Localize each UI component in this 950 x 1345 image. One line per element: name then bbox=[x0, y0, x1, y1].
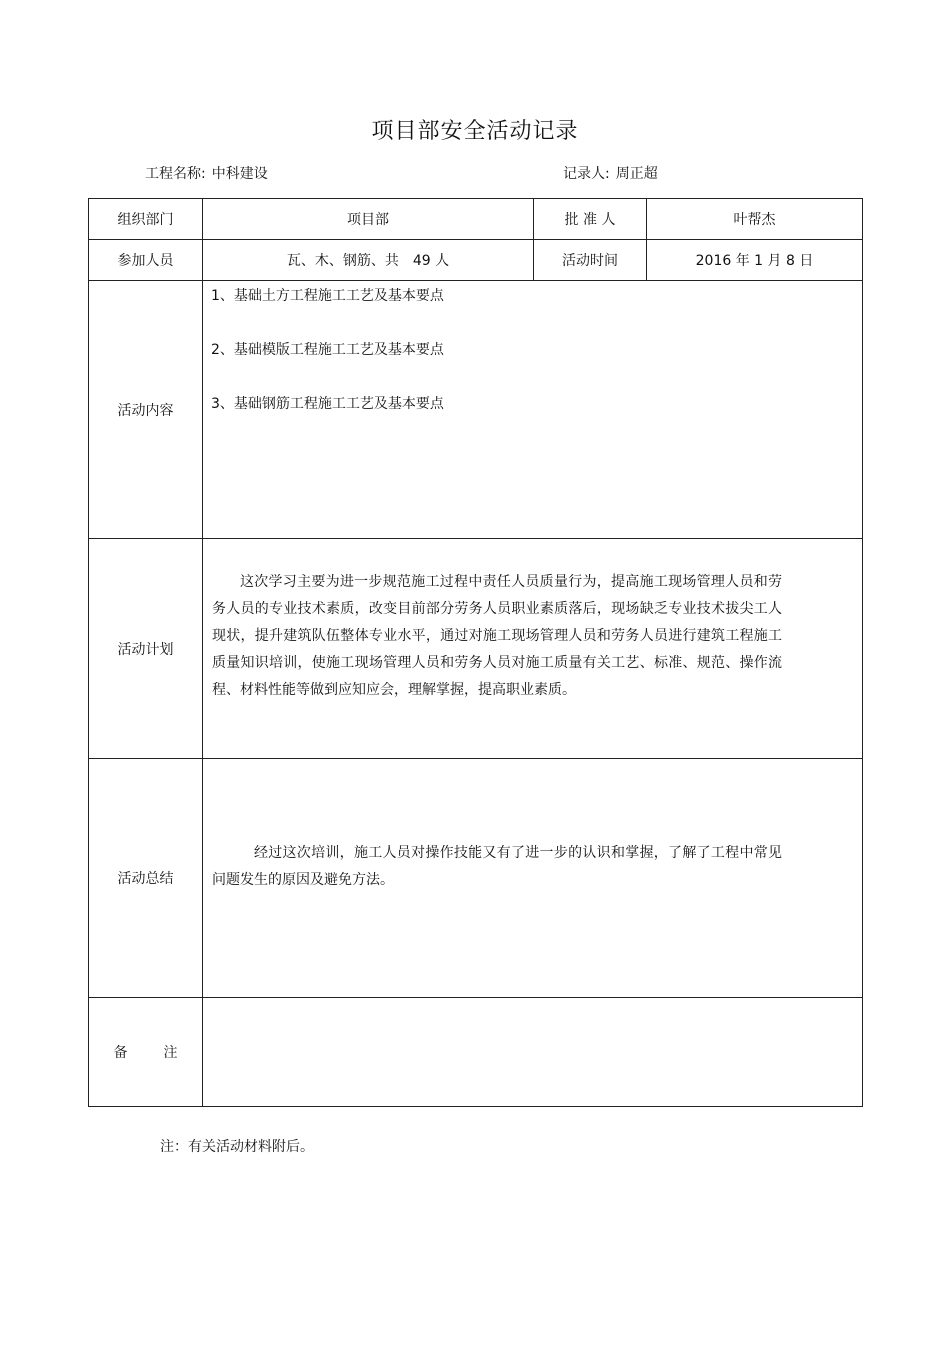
participants-label: 参加人员 bbox=[89, 240, 203, 281]
plan-text: 这次学习主要为进一步规范施工过程中责任人员质量行为，提高施工现场管理人员和劳务人员的专业技术素质，改变目前部分劳务人员职业素质落后，现场缺乏专业技术拔尖工人现状，提升建筑队伍整体专业水平，通过对施工现场管理人员和劳务人员进行建筑工程施工质量知识培训，使施工现场管理人员和劳务人员对施工质量有关工艺、标准、规范、操作流程、材料性能等做到应知应会，理解掌握，提高职业素质。 bbox=[203, 539, 863, 759]
participants-count: 49 人 bbox=[412, 253, 450, 269]
project-name-value: 中科建设 bbox=[211, 166, 268, 182]
recorder-value: 周正超 bbox=[615, 166, 658, 182]
table-row bbox=[89, 539, 863, 759]
content-item: 1、基础土方工程施工工艺及基本要点 bbox=[211, 288, 444, 304]
project-name-label: 工程名称: bbox=[145, 166, 206, 182]
participants-cell bbox=[203, 240, 534, 281]
time-label: 活动时间 bbox=[534, 240, 647, 281]
content-item: 2、基础模版工程施工工艺及基本要点 bbox=[211, 342, 444, 358]
table-row bbox=[89, 998, 863, 1107]
project-name-field bbox=[145, 163, 268, 183]
approver-label: 批 准 人 bbox=[534, 199, 647, 240]
content-cell bbox=[203, 281, 863, 539]
approver-value: 叶帮杰 bbox=[647, 199, 863, 240]
remarks-label bbox=[89, 998, 203, 1107]
table-row bbox=[89, 240, 863, 281]
time-value: 2016 年 1 月 8 日 bbox=[647, 240, 863, 281]
footer-note: 注：有关活动材料附后。 bbox=[160, 1139, 314, 1155]
participants-value: 瓦、木、钢筋、共 bbox=[286, 253, 399, 269]
content-item: 3、基础钢筋工程施工工艺及基本要点 bbox=[211, 396, 444, 412]
page-title: 项目部安全活动记录 bbox=[371, 119, 579, 144]
org-label: 组织部门 bbox=[89, 199, 203, 240]
summary-text: 经过这次培训，施工人员对操作技能又有了进一步的认识和掌握，了解了工程中常见问题发生的原因及避免方法。 bbox=[203, 759, 863, 998]
remarks-value bbox=[203, 998, 863, 1107]
content-label: 活动内容 bbox=[89, 281, 203, 539]
table-row bbox=[89, 281, 863, 539]
activity-record-table bbox=[88, 198, 863, 1107]
plan-label: 活动计划 bbox=[89, 539, 203, 759]
table-row bbox=[89, 199, 863, 240]
table-row bbox=[89, 759, 863, 998]
remarks-label-char: 注 bbox=[163, 1045, 178, 1061]
recorder-field bbox=[563, 163, 658, 183]
org-value: 项目部 bbox=[203, 199, 534, 240]
remarks-label-char: 备 bbox=[113, 1045, 128, 1061]
summary-label: 活动总结 bbox=[89, 759, 203, 998]
recorder-label: 记录人: bbox=[563, 166, 610, 182]
